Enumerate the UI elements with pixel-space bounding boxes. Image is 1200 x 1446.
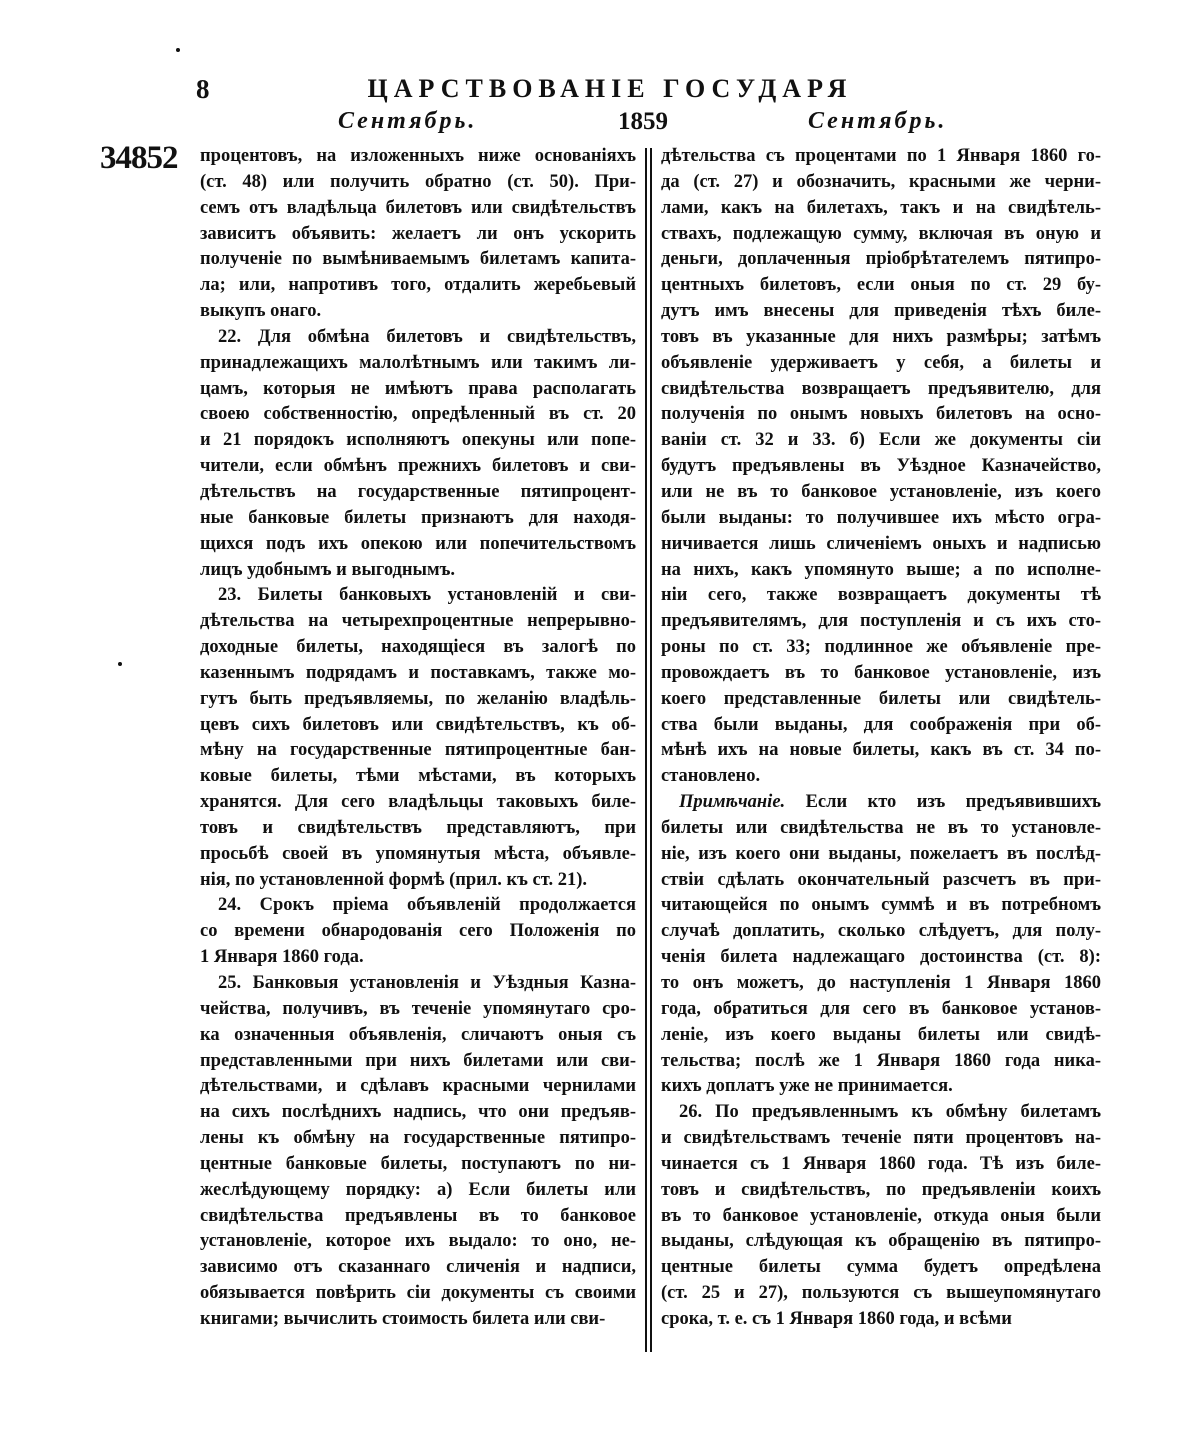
- line-text: своею собственностію, опредѣленный въ ст. 20: [200, 404, 636, 425]
- text-line: [200, 893, 636, 919]
- line-text: на нихъ, какъ упомянуто выше; а по исполне-: [661, 559, 1101, 580]
- text-line: [661, 377, 1101, 403]
- paragraph-lead: 25.: [218, 973, 242, 993]
- line-text: ваніи ст. 32 и 33. б) Если же документы сіи: [661, 430, 1101, 451]
- paragraph: [200, 893, 636, 971]
- scan-speck: [118, 662, 122, 666]
- text-line: [661, 299, 1101, 325]
- line-text: казеннымъ подрядамъ и поставкамъ, также мо-: [200, 662, 636, 683]
- running-title: ЦАРСТВОВАНІЕ ГОСУДАРЯ: [367, 74, 853, 103]
- text-line: [661, 635, 1101, 661]
- line-text: обязывается повѣрить сіи документы съ своими: [200, 1283, 636, 1304]
- line-text: доходные билеты, находящіеся въ залогѣ по: [200, 637, 636, 658]
- year: 1859: [618, 108, 668, 135]
- text-line: [200, 919, 636, 945]
- text-line: [661, 816, 1101, 842]
- line-text: года, обратиться для сего въ банковое установ-: [661, 998, 1101, 1019]
- paragraph-lead: 24.: [218, 895, 242, 916]
- right-column: [661, 144, 1101, 1333]
- text-line: [661, 558, 1101, 584]
- text-line: [200, 1307, 636, 1333]
- text-line: [661, 247, 1101, 273]
- paragraph: [200, 583, 636, 893]
- line-text: роны по ст. 33; подлинное же объявленіе пре-: [661, 637, 1101, 658]
- text-line: [661, 506, 1101, 532]
- text-line: [200, 1255, 636, 1281]
- line-text: дѣтельства съ процентами по 1 Января 1860 го-: [661, 146, 1101, 166]
- text-line: [661, 1152, 1101, 1178]
- text-line: [200, 196, 636, 222]
- line-text: тельства; послѣ же 1 Января 1860 года ника-: [661, 1050, 1101, 1071]
- line-text: жеслѣдующему порядку: а) Если билеты или: [200, 1179, 636, 1200]
- text-line: [661, 971, 1101, 997]
- line-text: цамъ, которыя не имѣютъ права располагать: [200, 378, 636, 399]
- line-text: По предъявленнымъ къ обмѣну билетамъ: [715, 1102, 1101, 1123]
- line-text: нія, по установленной формѣ (прил. къ ст. 21).: [200, 869, 587, 890]
- line-text: провождаетъ въ то банковое установленіе, изъ: [661, 662, 1101, 683]
- text-line: [200, 170, 636, 196]
- text-line: [200, 790, 636, 816]
- line-text: семъ отъ владѣльца билетовъ или свидѣтельствъ: [200, 197, 636, 218]
- paragraph: [661, 790, 1101, 1100]
- month-left: Сентябрь.: [338, 108, 478, 134]
- text-line: [200, 713, 636, 739]
- text-line: [200, 558, 636, 584]
- line-text: зависимо отъ сказаннаго сличенія и надписи,: [200, 1257, 636, 1278]
- text-line: [661, 170, 1101, 196]
- text-line: [661, 428, 1101, 454]
- line-text: центные банковые билеты, поступаютъ по ни-: [200, 1153, 636, 1174]
- line-text: будутъ предъявлены въ Уѣздное Казначейство,: [661, 456, 1101, 477]
- line-text: представленными при нихъ билетами или сви-: [200, 1050, 636, 1071]
- paragraph: [200, 144, 636, 325]
- line-text: дѣтельствъ на государственные пятипроцент-: [200, 481, 636, 502]
- line-text: выданы, слѣдующая къ обращенію въ пятипро-: [661, 1231, 1101, 1252]
- line-text: дутъ имъ внесены для приведенія тѣхъ биле-: [661, 301, 1101, 322]
- text-line: [661, 1229, 1101, 1255]
- text-line: [200, 1152, 636, 1178]
- line-text: ствіи сдѣлать окончательный разсчетъ въ при-: [661, 869, 1101, 890]
- month-right: Сентябрь.: [808, 108, 948, 134]
- text-line: [200, 273, 636, 299]
- line-text: гутъ быть предъявляемы, по желанію владѣль-: [200, 688, 636, 709]
- line-text: мѣнѣ ихъ на новые билеты, какъ въ ст. 34 по-: [661, 740, 1101, 761]
- line-text: ства были выданы, для соображенія при об-: [661, 714, 1101, 735]
- text-line: [200, 1204, 636, 1230]
- text-line: [661, 661, 1101, 687]
- text-line: [200, 454, 636, 480]
- line-text: товъ въ указанные для нихъ размѣры; затѣмъ: [661, 326, 1101, 347]
- text-line: [661, 1100, 1101, 1126]
- line-text: процентовъ, на изложенныхъ ниже основаніяхъ: [200, 146, 636, 166]
- line-text: лицъ удобнымъ и выгоднымъ.: [200, 559, 456, 580]
- line-text: и 21 порядокъ исполняютъ опекуны или попе-: [200, 430, 636, 451]
- line-text: цевъ сихъ билетовъ или свидѣтельствъ, къ об-: [200, 714, 636, 735]
- text-line: [200, 868, 636, 894]
- line-text: или не въ то банковое установленіе, изъ коего: [661, 481, 1101, 502]
- left-column: [200, 144, 636, 1333]
- line-text: коего представленные билеты или свидѣтель-: [661, 688, 1101, 709]
- text-line: [200, 971, 636, 997]
- line-text: хранятся. Для сего владѣльцы таковыхъ биле-: [200, 792, 636, 813]
- text-line: [200, 377, 636, 403]
- line-text: центныхъ билетовъ, если оныя по ст. 29 бу-: [661, 275, 1101, 296]
- text-line: [200, 1100, 636, 1126]
- text-line: [661, 196, 1101, 222]
- line-text: Если кто изъ предъявившихъ: [805, 792, 1101, 813]
- line-text: ка означенныя объявленія, сличаютъ оныя съ: [200, 1024, 636, 1045]
- line-text: кихъ доплатъ уже не принимается.: [661, 1076, 953, 1097]
- text-line: [661, 1049, 1101, 1075]
- text-line: [661, 738, 1101, 764]
- text-line: [661, 1178, 1101, 1204]
- text-line: [200, 997, 636, 1023]
- line-text: со времени обнародованія сего Положенія по: [200, 921, 636, 942]
- text-line: [200, 247, 636, 273]
- text-line: [661, 1126, 1101, 1152]
- line-text: дѣтельствами, и сдѣлавъ красными чернилами: [200, 1076, 636, 1097]
- text-line: [661, 480, 1101, 506]
- line-text: чейства, получивъ, въ теченіе упомянутаго сро-: [200, 998, 636, 1019]
- text-line: [200, 738, 636, 764]
- line-text: просьбѣ своей въ упомянутыя мѣста, объявле-: [200, 843, 636, 864]
- paragraph-lead: 23.: [218, 585, 242, 606]
- text-line: [661, 222, 1101, 248]
- line-text: свидѣтельства возвращаетъ предъявителю, для: [661, 378, 1101, 399]
- line-text: лами, какъ на билетахъ, такъ и на свидѣтель-: [661, 197, 1101, 218]
- text-line: [661, 687, 1101, 713]
- text-line: [661, 1255, 1101, 1281]
- line-text: мѣну на государственные пятипроцентные бан-: [200, 740, 636, 761]
- text-line: [200, 144, 636, 170]
- line-text: ствахъ, подлежащую сумму, включая въ оную и: [661, 223, 1101, 244]
- text-line: [661, 1074, 1101, 1100]
- column-divider: [645, 148, 647, 1352]
- line-text: билеты или свидѣтельства не въ то установле-: [661, 817, 1101, 838]
- text-line: [200, 635, 636, 661]
- text-line: [200, 402, 636, 428]
- line-text: срока, т. е. съ 1 Января 1860 года, и всѣми: [661, 1308, 1012, 1329]
- text-line: [661, 868, 1101, 894]
- text-line: [200, 1229, 636, 1255]
- text-line: [661, 893, 1101, 919]
- text-line: [200, 222, 636, 248]
- line-text: Срокъ пріема объявленій продолжается: [259, 895, 636, 916]
- text-line: [200, 506, 636, 532]
- line-text: читающейся по онымъ суммѣ и въ потребномъ: [661, 895, 1101, 916]
- paragraph-lead: Примѣчаніе.: [679, 792, 786, 813]
- text-line: [200, 609, 636, 635]
- line-text: на сихъ послѣднихъ надпись, что они предъяв-: [200, 1102, 636, 1123]
- text-line: [200, 945, 636, 971]
- paragraph: [200, 971, 636, 1333]
- line-text: Для обмѣна билетовъ и свидѣтельствъ,: [257, 326, 636, 347]
- text-line: [200, 299, 636, 325]
- text-line: [200, 480, 636, 506]
- line-text: были выданы: то получившее ихъ мѣсто огра-: [661, 507, 1101, 528]
- text-line: [661, 790, 1101, 816]
- text-line: [661, 1204, 1101, 1230]
- text-line: [200, 764, 636, 790]
- line-text: и свидѣтельствамъ теченіе пяти процентовъ на-: [661, 1128, 1101, 1149]
- text-line: [661, 919, 1101, 945]
- paragraph-lead: 26.: [679, 1102, 703, 1123]
- text-line: [200, 325, 636, 351]
- text-line: [661, 609, 1101, 635]
- text-line: [661, 144, 1101, 170]
- line-text: Банковыя установленія и Уѣздныя Казна-: [252, 973, 637, 993]
- text-line: [661, 402, 1101, 428]
- line-text: зависитъ объявить: желаетъ ли онъ ускорить: [200, 223, 636, 244]
- text-line: [661, 1281, 1101, 1307]
- text-line: [661, 713, 1101, 739]
- line-text: чители, если обмѣнъ прежнихъ билетовъ и сви-: [200, 456, 636, 477]
- text-line: [661, 325, 1101, 351]
- line-text: установленіе, которое ихъ выдало: то оно, не-: [200, 1231, 636, 1252]
- line-text: ные банковые билеты признаютъ для находя-: [200, 507, 636, 528]
- line-text: (ст. 25 и 27), пользуются съ вышеупомянутаго: [661, 1283, 1101, 1304]
- line-text: деньги, доплаченныя пріобрѣтателемъ пятипро-: [661, 249, 1101, 270]
- text-line: [661, 532, 1101, 558]
- line-text: въ то банковое установленіе, откуда оныя были: [661, 1205, 1101, 1226]
- line-text: товъ и свидѣтельствъ представляютъ, при: [200, 817, 636, 838]
- text-line: [200, 816, 636, 842]
- column-divider-inner: [650, 148, 652, 1352]
- line-text: да (ст. 27) и обозначить, красными же черни-: [661, 171, 1101, 192]
- line-text: Билеты банковыхъ установленій и сви-: [257, 585, 636, 606]
- text-line: [200, 428, 636, 454]
- text-line: [661, 273, 1101, 299]
- line-text: то онъ можетъ, до наступленія 1 Января 1860: [661, 973, 1101, 993]
- line-text: становлено.: [661, 766, 761, 787]
- line-text: ніе, изъ коего они выданы, пожелаетъ въ послѣд-: [661, 843, 1101, 864]
- text-line: [661, 1023, 1101, 1049]
- line-text: центные билеты сумма будетъ опредѣлена: [661, 1257, 1101, 1278]
- text-line: [661, 842, 1101, 868]
- text-line: [200, 1178, 636, 1204]
- line-text: объявленіе удерживаетъ у себя, а билеты и: [661, 352, 1101, 373]
- text-line: [200, 842, 636, 868]
- text-line: [661, 351, 1101, 377]
- line-text: ніи сего, также возвращаетъ документы тѣ: [661, 585, 1101, 606]
- paragraph: [661, 144, 1101, 790]
- paragraph: [661, 1100, 1101, 1333]
- text-line: [200, 1074, 636, 1100]
- line-text: свидѣтельства предъявлены въ то банковое: [200, 1205, 636, 1226]
- act-number: 34852: [100, 140, 178, 176]
- line-text: ла; или, напротивъ того, отдалить жеребьевый: [200, 275, 636, 296]
- line-text: полученія по онымъ новыхъ билетовъ на осно-: [661, 404, 1101, 425]
- line-text: 1 Января 1860 года.: [200, 947, 364, 968]
- text-line: [200, 583, 636, 609]
- line-text: ничивается лишь сличеніемъ оныхъ и надписью: [661, 533, 1101, 554]
- line-text: лены къ обмѣну на государственные пятипро-: [200, 1128, 636, 1149]
- text-line: [200, 687, 636, 713]
- line-text: дѣтельства на четырехпроцентные непрерывно-: [200, 611, 636, 632]
- paragraph-lead: 22.: [218, 326, 242, 347]
- line-text: случаѣ доплатить, сколько слѣдуетъ, для полу-: [661, 921, 1101, 942]
- text-line: [661, 997, 1101, 1023]
- text-line: [661, 454, 1101, 480]
- line-text: книгами; вычислить стоимость билета или сви-: [200, 1308, 606, 1329]
- line-text: леніе, изъ коего выданы билеты или свидѣ-: [661, 1024, 1101, 1045]
- text-line: [661, 1307, 1101, 1333]
- line-text: щихся подъ ихъ опекою или попечительствомъ: [200, 533, 636, 554]
- text-line: [200, 1126, 636, 1152]
- text-line: [661, 764, 1101, 790]
- text-line: [200, 1049, 636, 1075]
- line-text: предъявителямъ, для поступленія и съ ихъ сто-: [661, 611, 1101, 632]
- text-line: [200, 532, 636, 558]
- scan-speck: [176, 48, 180, 52]
- text-line: [200, 351, 636, 377]
- line-text: полученіе по вымѣниваемымъ билетамъ капита-: [200, 249, 636, 270]
- text-line: [200, 1023, 636, 1049]
- line-text: принадлежащихъ малолѣтнымъ или такимъ ли-: [200, 352, 636, 373]
- text-line: [661, 583, 1101, 609]
- page-number: 8: [196, 74, 210, 104]
- line-text: (ст. 48) или получить обратно (ст. 50). При-: [200, 171, 636, 192]
- text-line: [200, 1281, 636, 1307]
- line-text: чинается съ 1 Января 1860 года. Тѣ изъ биле-: [661, 1153, 1101, 1174]
- line-text: товъ и свидѣтельствъ, по предъявленіи коихъ: [661, 1179, 1101, 1200]
- text-line: [200, 661, 636, 687]
- line-text: ченія билета надлежащаго достоинства (ст. 8):: [661, 947, 1101, 968]
- line-text: выкупъ онаго.: [200, 301, 322, 322]
- text-line: [661, 945, 1101, 971]
- paragraph: [200, 325, 636, 583]
- line-text: ковые билеты, тѣми мѣстами, въ которыхъ: [200, 766, 636, 787]
